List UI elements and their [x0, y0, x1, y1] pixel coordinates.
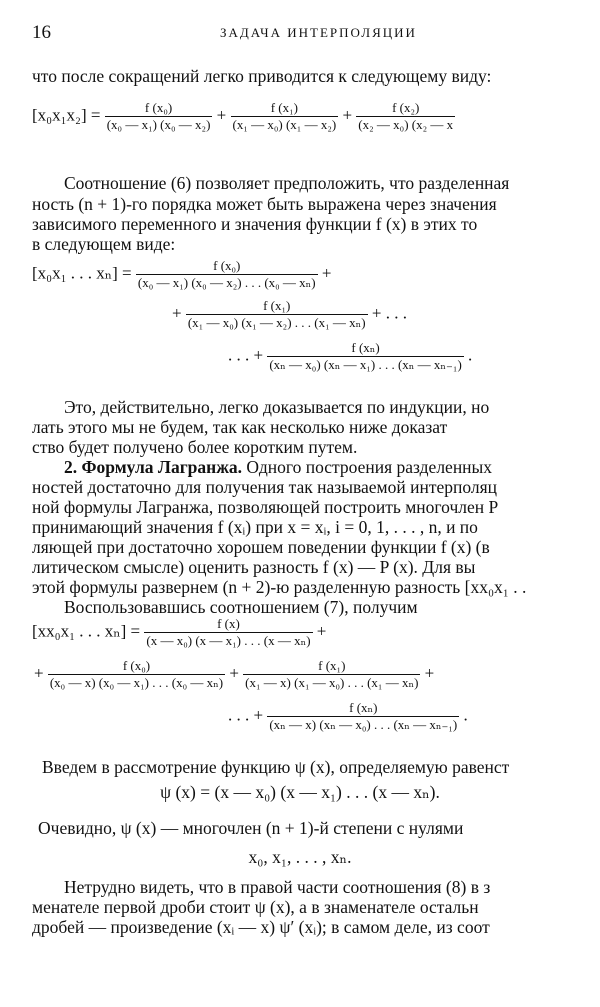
period: .	[463, 705, 468, 725]
equation-lhs: [x₀x₁x₂] =	[32, 105, 101, 125]
ellipsis: . . . +	[228, 705, 264, 725]
text-line: ность (n + 1)-го порядка может быть выражена через значения	[32, 194, 497, 214]
equation-lhs: [x₀x₁ . . . xₙ] =	[32, 263, 132, 283]
equation-general-divided-difference	[32, 258, 331, 291]
page-header	[32, 22, 580, 44]
running-title: ЗАДАЧА ИНТЕРПОЛЯЦИИ	[220, 25, 417, 40]
text-line: Это, действительно, легко доказывается по индукции, но	[64, 397, 490, 417]
equation-psi: ψ (x) = (x — x₀) (x — x₁) . . . (x — xₙ).	[160, 782, 440, 802]
text-line: Введем в рассмотрение функцию ψ (x), определяемую равенст	[42, 757, 510, 777]
text-line: Очевидно, ψ (x) — многочлен (n + 1)-й степени с нулями	[38, 818, 464, 838]
fraction: $\frac{\text{f (x₁)}}{\text{(x₁ — x₀) (x₁ — x₂) . . . (x₁ — xₙ)}}$	[187, 298, 366, 330]
equation-continuation	[172, 298, 407, 331]
text-line: принимающий значения f (xᵢ) при x = xᵢ, i = 0, 1, . . . , n, и по	[32, 517, 478, 537]
equation-lhs: [xx₀x₁ . . . xₙ] =	[32, 621, 141, 641]
equation-divided-difference-2	[32, 100, 455, 133]
plus-sign: +	[424, 663, 435, 683]
fraction: $\frac{\text{f (x₁)}}{\text{(x₁ — x₀) (x₁ — x₂)}}$	[232, 100, 337, 132]
text-line: в следующем виде:	[32, 234, 176, 254]
fraction: $\frac{\text{f (x₀)}}{\text{(x₀ — x₁) (x₀ — x₂) . . . (x₀ — xₙ)}}$	[137, 258, 316, 290]
fraction: $\frac{\text{f (x₀)}}{\text{(x₀ — x) (x₀ — x₁) . . . (x₀ — xₙ)}}$	[49, 658, 224, 690]
plus-sign: +	[321, 263, 332, 283]
period: .	[468, 345, 473, 365]
text-line: дробей — произведение (xᵢ — x) ψ′ (xᵢ); в самом деле, из соот	[32, 917, 490, 937]
plus-sign: +	[316, 621, 327, 641]
text-line: что после сокращений легко приводится к следующему виду:	[32, 66, 492, 86]
plus-sign: +	[172, 303, 182, 323]
fraction: $\frac{\text{f (xₙ)}}{\text{(xₙ — x) (xₙ — x₀) . . . (xₙ — xₙ₋₁)}}$	[269, 700, 458, 732]
section-line: 2. Формула Лагранжа. Одного построения разделенных	[64, 457, 493, 477]
text-line: ной формулы Лагранжа, позволяющей построить многочлен P	[32, 497, 499, 517]
plus-sign: +	[34, 663, 44, 683]
equation-continuation	[34, 658, 434, 691]
plus-sign: +	[229, 663, 239, 683]
equation-continuation	[228, 700, 468, 733]
text-line: Нетрудно видеть, что в правой части соотношения (8) в з	[64, 877, 491, 897]
text-line: литическом смысле) оценить разность f (x) — P (x). Для вы	[32, 557, 476, 577]
fraction: $\frac{\text{f (x₁)}}{\text{(x₁ — x) (x₁ — x₀) . . . (x₁ — xₙ)}}$	[245, 658, 419, 690]
section-title: 2. Формула Лагранжа.	[64, 457, 243, 477]
equation-continuation	[228, 340, 472, 373]
text-line: этой формулы развернем (n + 2)-ю разделенную разность [xx₀x₁ . .	[32, 577, 527, 597]
text-line: ляющей при достаточно хорошем поведении функции f (x) (в	[32, 537, 490, 557]
text-line: ностей достаточно для получения так называемой интерполяц	[32, 477, 498, 497]
text-line: ство будет получено более коротким путем.	[32, 437, 358, 457]
text-line: Воспользовавшись соотношением (7), получим	[64, 597, 418, 617]
page-number: 16	[32, 22, 51, 43]
equation-extended-divided-difference	[32, 616, 326, 649]
fraction: $\frac{\text{f (xₙ)}}{\text{(xₙ — x₀) (xₙ — x₁) . . . (xₙ — xₙ₋₁)}}$	[269, 340, 462, 372]
text-line: менателе первой дроби стоит ψ (x), а в знаменателе остальн	[32, 897, 479, 917]
text-line: лать этого мы не будем, так как несколько ниже доказат	[32, 417, 448, 437]
fraction: $\frac{\text{f (x₂)}}{\text{(x₂ — x₀) (x₂ — x}}$	[358, 100, 454, 132]
ellipsis: . . . +	[228, 345, 264, 365]
equation-zeros: x₀, x₁, . . . , xₙ.	[248, 847, 352, 867]
text-line: Соотношение (6) позволяет предположить, что разделенная	[64, 173, 510, 193]
plus-sign: +	[216, 105, 227, 125]
fraction: $\frac{\text{f (x₀)}}{\text{(x₀ — x₁) (x₀ — x₂)}}$	[106, 100, 211, 132]
text-line: зависимого переменного и значения функции f (x) в этих то	[32, 214, 478, 234]
fraction: $\frac{f (x)}{\text{(x — x₀) (x — x₁) . . . (x — xₙ)}}$	[146, 616, 311, 648]
plus-sign: +	[342, 105, 353, 125]
ellipsis: + . . .	[371, 303, 407, 323]
